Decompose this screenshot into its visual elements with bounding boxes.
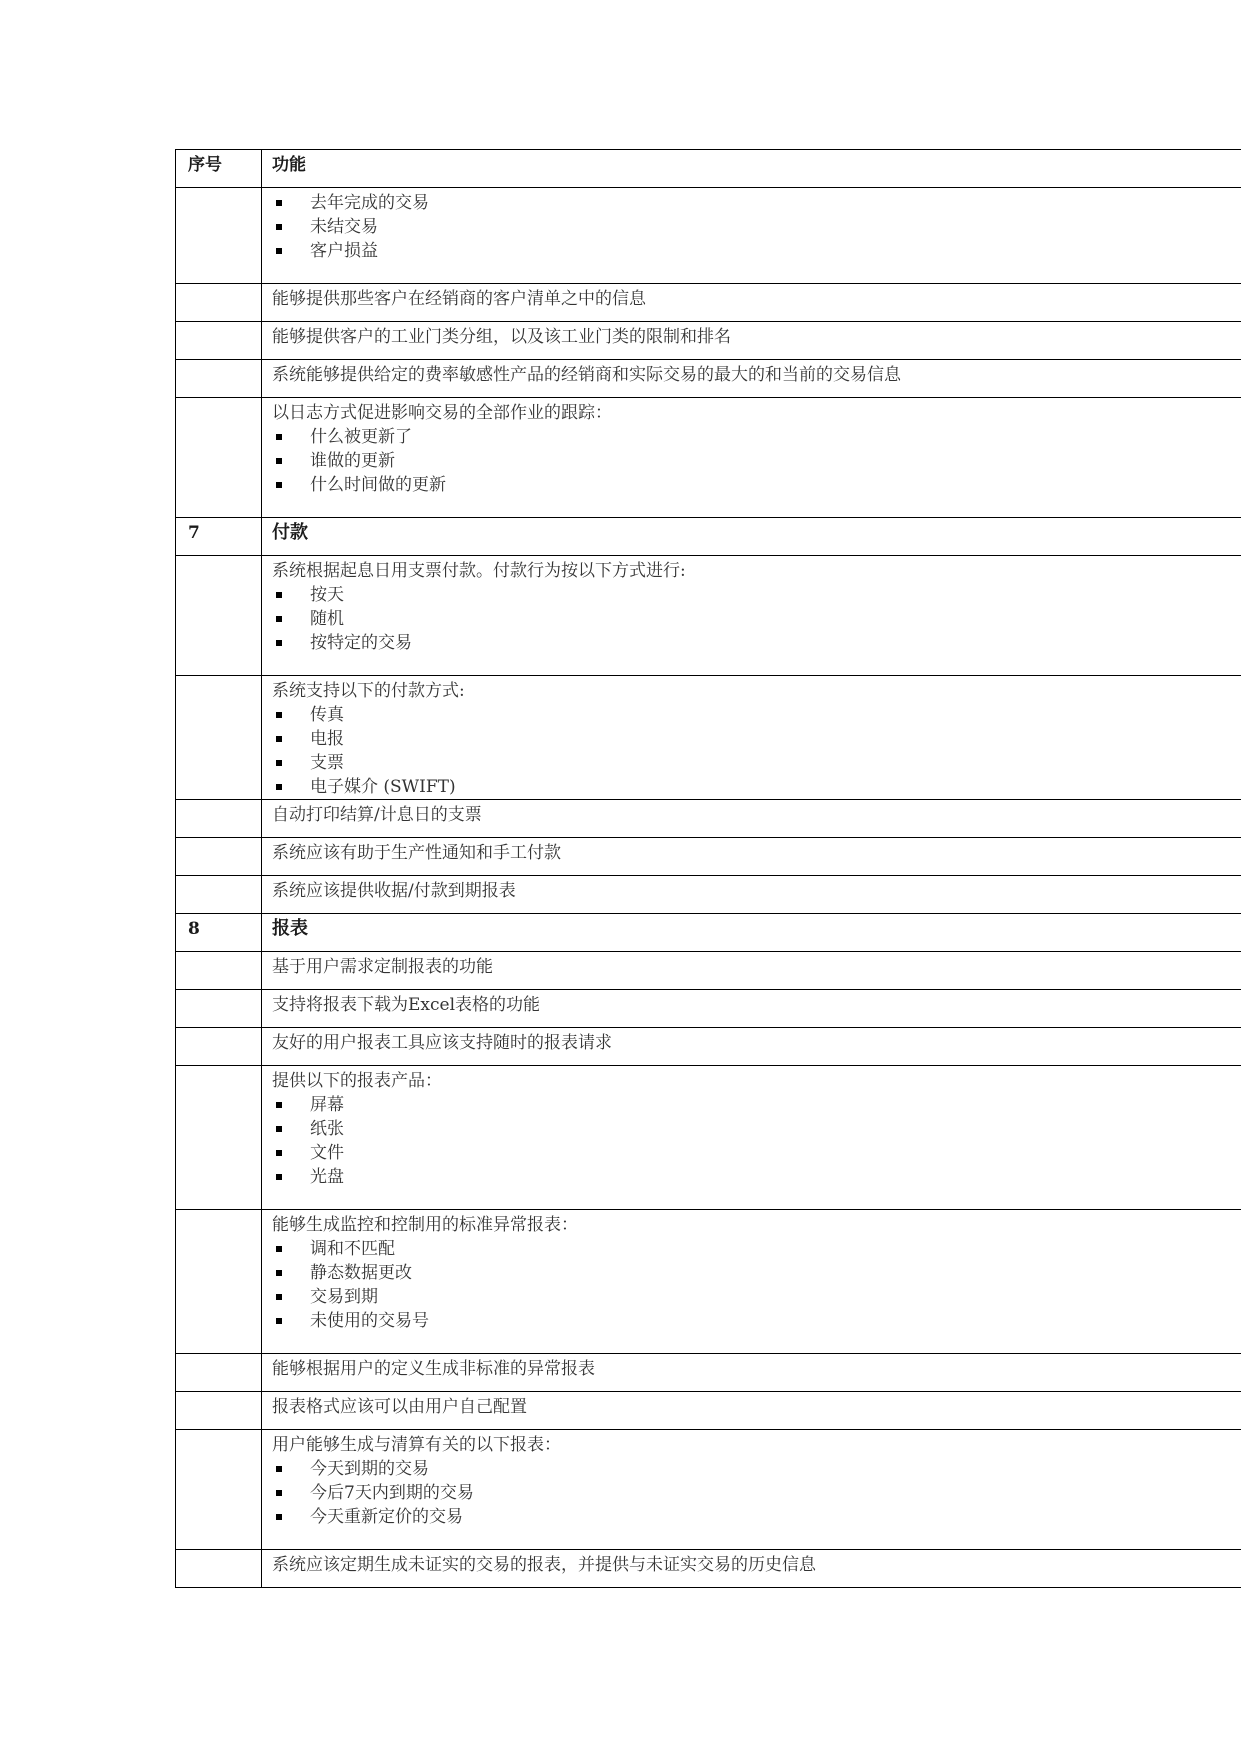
bullet-item: 今天到期的交易	[272, 1457, 1241, 1481]
bullet-list	[272, 703, 1241, 799]
table-row	[176, 1210, 1241, 1354]
table-row	[176, 676, 1241, 800]
table-row	[176, 188, 1241, 284]
bullet-item: 今天重新定价的交易	[272, 1505, 1241, 1529]
bullet-item: 电报	[272, 727, 1241, 751]
requirement-text: 能够生成监控和控制用的标准异常报表：	[272, 1215, 578, 1235]
table-row	[176, 1550, 1241, 1588]
table-row	[176, 322, 1241, 360]
requirement-text: 系统应该有助于生产性通知和手工付款	[272, 843, 561, 863]
bullet-item: 去年完成的交易	[272, 191, 1241, 215]
requirement-text: 系统应该提供收据/付款到期报表	[272, 881, 516, 901]
row-number-cell	[176, 188, 262, 284]
function-cell	[262, 556, 1241, 676]
function-cell	[262, 1028, 1241, 1066]
row-number-cell	[176, 322, 262, 360]
requirement-text: 能够提供那些客户在经销商的客户清单之中的信息	[272, 289, 646, 309]
row-number-cell	[176, 1354, 262, 1392]
table-row	[176, 1430, 1241, 1550]
function-cell	[262, 518, 1241, 556]
row-number-cell	[176, 800, 262, 838]
table-row	[176, 1354, 1241, 1392]
function-cell	[262, 1066, 1241, 1210]
function-cell	[262, 360, 1241, 398]
bullet-item: 静态数据更改	[272, 1261, 1241, 1285]
requirement-text: 基于用户需求定制报表的功能	[272, 957, 493, 977]
function-cell	[262, 990, 1241, 1028]
requirement-text: 以日志方式促进影响交易的全部作业的跟踪：	[272, 403, 612, 423]
row-number-cell	[176, 1430, 262, 1550]
bullet-item: 按特定的交易	[272, 631, 1241, 655]
table-row	[176, 284, 1241, 322]
bullet-list	[272, 1237, 1241, 1333]
function-cell	[262, 1210, 1241, 1354]
requirement-text: 友好的用户报表工具应该支持随时的报表请求	[272, 1033, 612, 1053]
section-row	[176, 914, 1241, 952]
row-number-cell	[176, 556, 262, 676]
function-cell	[262, 1392, 1241, 1430]
bullet-item: 传真	[272, 703, 1241, 727]
requirement-text: 支持将报表下载为Excel表格的功能	[272, 995, 541, 1015]
header-function: 功能	[262, 150, 1241, 188]
bullet-item: 按天	[272, 583, 1241, 607]
bullet-list	[272, 425, 1241, 497]
bullet-item: 纸张	[272, 1117, 1241, 1141]
function-cell	[262, 188, 1241, 284]
requirement-text: 自动打印结算/计息日的支票	[272, 805, 482, 825]
requirement-text: 系统应该定期生成未证实的交易的报表，并提供与未证实交易的历史信息	[272, 1555, 816, 1575]
bullet-item: 光盘	[272, 1165, 1241, 1189]
function-cell	[262, 322, 1241, 360]
bullet-item: 文件	[272, 1141, 1241, 1165]
row-number-cell	[176, 284, 262, 322]
row-number-cell	[176, 1028, 262, 1066]
bullet-item: 今后7天内到期的交易	[272, 1481, 1241, 1505]
requirement-text: 系统能够提供给定的费率敏感性产品的经销商和实际交易的最大的和当前的交易信息	[272, 365, 901, 385]
row-number-cell	[176, 360, 262, 398]
table-row	[176, 1392, 1241, 1430]
table-row	[176, 398, 1241, 518]
bullet-item: 随机	[272, 607, 1241, 631]
bullet-list	[272, 191, 1241, 263]
requirement-text: 用户能够生成与清算有关的以下报表：	[272, 1435, 561, 1455]
function-cell	[262, 800, 1241, 838]
bullet-item: 调和不匹配	[272, 1237, 1241, 1261]
table-row	[176, 876, 1241, 914]
table-row	[176, 838, 1241, 876]
row-number-cell	[176, 1210, 262, 1354]
table-row	[176, 556, 1241, 676]
bullet-item: 谁做的更新	[272, 449, 1241, 473]
requirement-text: 能够根据用户的定义生成非标准的异常报表	[272, 1359, 595, 1379]
bullet-list	[272, 583, 1241, 655]
table-row	[176, 952, 1241, 990]
bullet-item: 什么时间做的更新	[272, 473, 1241, 497]
header-row	[176, 150, 1241, 188]
bullet-list	[272, 1093, 1241, 1189]
function-cell	[262, 952, 1241, 990]
row-number-cell	[176, 1550, 262, 1588]
function-cell	[262, 914, 1241, 952]
function-cell	[262, 1550, 1241, 1588]
requirements-table	[175, 149, 1241, 1588]
row-number-cell	[176, 990, 262, 1028]
function-cell	[262, 398, 1241, 518]
table-row	[176, 1066, 1241, 1210]
bullet-item: 电子媒介 (SWIFT)	[272, 775, 1241, 799]
function-cell	[262, 1354, 1241, 1392]
function-cell	[262, 1430, 1241, 1550]
row-number-cell	[176, 1066, 262, 1210]
bullet-item: 支票	[272, 751, 1241, 775]
bullet-item: 客户损益	[272, 239, 1241, 263]
row-number-cell	[176, 838, 262, 876]
requirement-text: 能够提供客户的工业门类分组，以及该工业门类的限制和排名	[272, 327, 731, 347]
row-number-cell	[176, 876, 262, 914]
table-row	[176, 990, 1241, 1028]
function-cell	[262, 676, 1241, 800]
bullet-list	[272, 1457, 1241, 1529]
table-row	[176, 360, 1241, 398]
table-row	[176, 800, 1241, 838]
bullet-item: 什么被更新了	[272, 425, 1241, 449]
bullet-item: 未结交易	[272, 215, 1241, 239]
bullet-item: 屏幕	[272, 1093, 1241, 1117]
section-title: 付款	[272, 522, 308, 543]
section-number: 7	[176, 518, 262, 556]
bullet-item: 未使用的交易号	[272, 1309, 1241, 1333]
section-row	[176, 518, 1241, 556]
section-number: 8	[176, 914, 262, 952]
section-title: 报表	[272, 918, 308, 939]
header-no: 序号	[176, 150, 262, 188]
function-cell	[262, 284, 1241, 322]
requirement-text: 提供以下的报表产品：	[272, 1071, 442, 1091]
row-number-cell	[176, 398, 262, 518]
requirement-text: 系统根据起息日用支票付款。付款行为按以下方式进行:	[272, 561, 686, 581]
function-cell	[262, 876, 1241, 914]
row-number-cell	[176, 676, 262, 800]
row-number-cell	[176, 1392, 262, 1430]
row-number-cell	[176, 952, 262, 990]
table-body	[176, 150, 1241, 1588]
function-cell	[262, 838, 1241, 876]
requirement-text: 系统支持以下的付款方式:	[272, 681, 465, 701]
requirement-text: 报表格式应该可以由用户自己配置	[272, 1397, 527, 1417]
table-row	[176, 1028, 1241, 1066]
bullet-item: 交易到期	[272, 1285, 1241, 1309]
